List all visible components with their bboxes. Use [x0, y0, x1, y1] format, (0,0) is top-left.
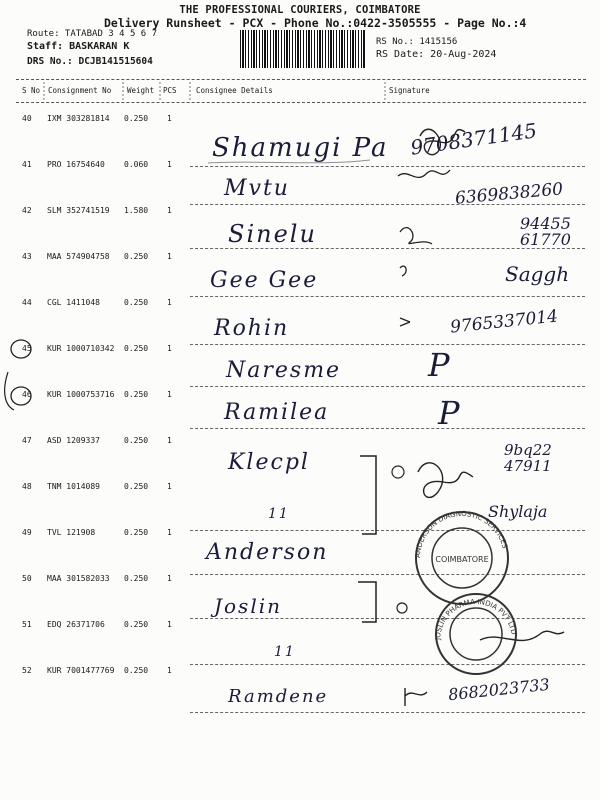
row-pcs: 1: [167, 482, 172, 491]
rs-date: RS Date: 20-Aug-2024: [376, 49, 497, 60]
row-consignment: EDQ 26371706: [47, 620, 105, 629]
signature-mark: [400, 266, 406, 276]
signature-handwriting: Shylaja: [488, 502, 548, 521]
row-pcs: 1: [167, 528, 172, 537]
row-consignment: SLM 352741519: [47, 206, 110, 215]
signature-scribble: [398, 170, 450, 177]
company-title: THE PROFESSIONAL COURIERS, COIMBATORE: [179, 4, 421, 16]
row-pcs: 1: [167, 666, 172, 675]
signature-mark: [400, 318, 410, 326]
row-sno: 40: [22, 114, 32, 123]
consignee-handwriting: Klecpl: [228, 450, 310, 475]
row-consignment: MAA 574904758: [47, 252, 110, 261]
row-weight: 0.250: [124, 390, 149, 399]
row-pcs: 1: [167, 344, 172, 353]
row-weight: 0.250: [124, 620, 149, 629]
rs-number: RS No.: 1415156: [376, 37, 458, 47]
bracket-mark: [358, 582, 376, 622]
row-weight: 0.250: [124, 436, 149, 445]
row-sno: 44: [22, 298, 32, 307]
row-weight: 0.060: [124, 160, 149, 169]
row-pcs: 1: [167, 252, 172, 261]
row-consignment: KUR 1000710342: [47, 344, 115, 353]
row-consignment: TVL 121908: [47, 528, 96, 537]
svg-text:ANDERSON DIAGNOSTIC SERVICES: ANDERSON DIAGNOSTIC SERVICES: [413, 509, 509, 559]
row-consignment: MAA 301582033: [47, 574, 110, 583]
row-sno: 52: [22, 666, 32, 675]
row-pcs: 1: [167, 574, 172, 583]
row-consignment: KUR 1000753716: [47, 390, 115, 399]
row-sno: 51: [22, 620, 32, 629]
row-weight: 0.250: [124, 528, 149, 537]
col-sno: S No: [22, 86, 41, 95]
row-sno: 46: [22, 390, 32, 399]
row-consignment: IXM 303281814: [47, 114, 110, 123]
row-pcs: 1: [167, 298, 172, 307]
row-sno: 49: [22, 528, 32, 537]
signature-scribble: [418, 463, 473, 498]
signature-handwriting: 6369838260: [454, 179, 564, 209]
consignee-handwriting: Mvtu: [224, 176, 290, 201]
row-weight: 0.250: [124, 114, 149, 123]
col-consignment: Consignment No: [48, 86, 112, 95]
row-weight: 0.250: [124, 252, 149, 261]
consignee-handwriting: Naresme: [226, 358, 342, 383]
sno-circle-46: [11, 387, 31, 405]
consignee-handwriting: Sinelu: [228, 220, 317, 248]
consignee-handwriting: Gee Gee: [210, 268, 319, 293]
signature-handwriting: 9765337014: [449, 306, 559, 338]
row-pcs: 1: [167, 206, 172, 215]
drs-number: DRS No.: DCJB141515604: [27, 56, 153, 67]
row-pcs: 1: [167, 436, 172, 445]
svg-text:JOSLIN PHARMA INDIA PVT LTD: JOSLIN PHARMA INDIA PVT LTD: [433, 597, 518, 641]
row-sno: 50: [22, 574, 32, 583]
row-weight: 0.250: [124, 482, 149, 491]
signature-mark: [392, 466, 404, 478]
row-pcs: 1: [167, 390, 172, 399]
signature-scribble: [405, 688, 427, 706]
row-weight: 0.250: [124, 298, 149, 307]
row-weight: 0.250: [124, 344, 149, 353]
signature-handwriting: 9708371145: [408, 118, 539, 160]
route-label: Route: TATABAD 3 4 5 6 7: [27, 29, 158, 39]
row-sno: 45: [22, 344, 32, 353]
signature-scribble: [480, 631, 564, 640]
signature-handwriting: Saggh: [505, 262, 570, 286]
col-consignee: Consignee Details: [196, 86, 273, 95]
bracket-mark: [360, 456, 376, 534]
signature-handwriting: 94455 61770: [520, 214, 571, 249]
consignee-handwriting: Joslin: [214, 594, 282, 618]
signature-handwriting: P: [438, 394, 460, 432]
sno-circle-45: [11, 340, 31, 358]
consignee-handwriting: Anderson: [206, 540, 329, 565]
row-weight: 1.580: [124, 206, 149, 215]
signature-mark: [397, 603, 407, 613]
consignee-handwriting: Ramdene: [228, 686, 329, 707]
consignee-handwriting: Shamugi Pa: [212, 133, 389, 163]
row-weight: 0.250: [124, 666, 149, 675]
svg-text:COIMBATORE: COIMBATORE: [435, 555, 489, 564]
col-signature: Signature: [389, 86, 430, 95]
row-sno: 48: [22, 482, 32, 491]
runsheet-title: Delivery Runsheet - PCX - Phone No.:0422-3505555 - Page No.:4: [104, 16, 527, 30]
col-weight: Weight: [127, 86, 155, 95]
consignee-handwriting: 11: [274, 644, 296, 660]
signature-handwriting: 8682023733: [447, 674, 551, 705]
row-pcs: 1: [167, 160, 172, 169]
row-consignment: KUR 7001477769: [47, 666, 115, 675]
row-sno: 41: [22, 160, 32, 169]
consignee-handwriting: 11: [268, 506, 290, 522]
consignee-handwriting: Ramilea: [224, 400, 330, 425]
signature-handwriting: 9bq22 47911: [504, 441, 552, 475]
row-pcs: 1: [167, 114, 172, 123]
row-sno: 42: [22, 206, 32, 215]
signature-scribble: [400, 228, 432, 244]
row-consignment: ASD 1209337: [47, 436, 100, 445]
row-sno: 47: [22, 436, 32, 445]
row-weight: 0.250: [124, 574, 149, 583]
signature-handwriting: P: [428, 346, 450, 384]
row-consignment: TNM 1014089: [47, 482, 100, 491]
row-consignment: PRO 16754640: [47, 160, 105, 169]
row-consignment: CGL 1411048: [47, 298, 100, 307]
consignee-handwriting: Rohin: [214, 316, 290, 341]
col-pcs: PCS: [163, 86, 177, 95]
row-sno: 43: [22, 252, 32, 261]
row-pcs: 1: [167, 620, 172, 629]
joslin-stamp: [433, 594, 518, 674]
signature-scribble: [420, 129, 465, 154]
staff-label: Staff: BASKARAN K: [27, 41, 130, 52]
